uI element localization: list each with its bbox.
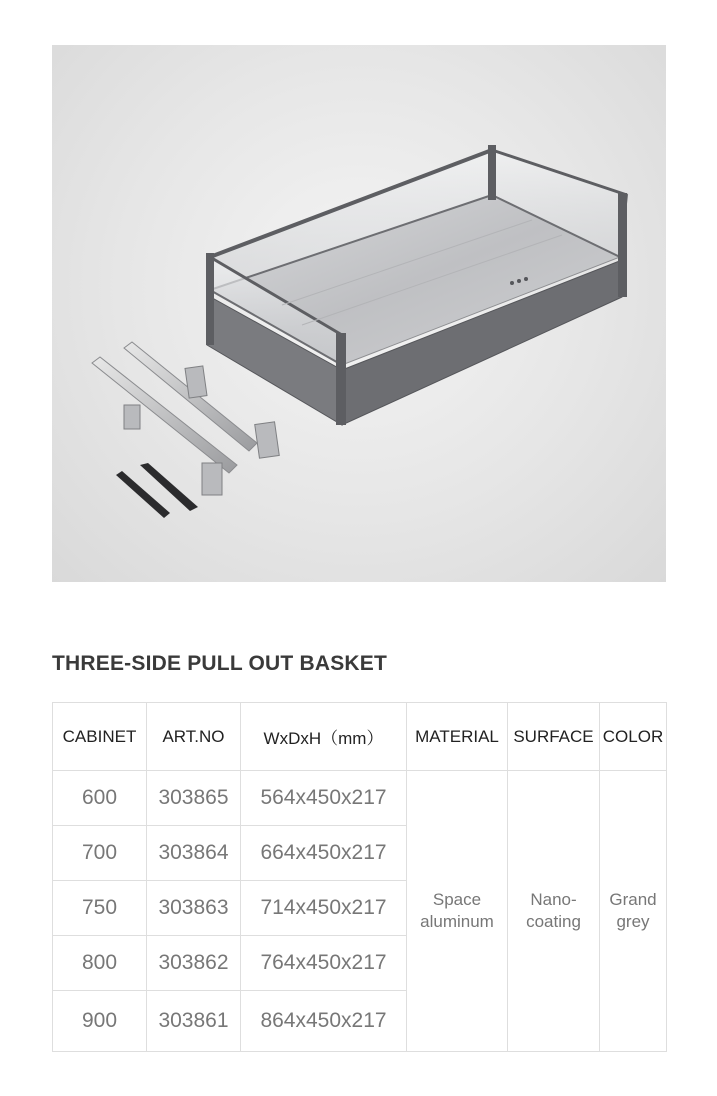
cell-art-no: 303863 <box>147 881 241 936</box>
cell-dimensions: 564x450x217 <box>241 771 407 826</box>
header-surface: SURFACE <box>508 703 600 771</box>
surface-line-1: Nano- <box>530 890 577 909</box>
table-row <box>53 771 667 826</box>
basket <box>206 145 627 425</box>
cell-cabinet: 800 <box>53 936 147 991</box>
trim-strips <box>116 463 198 518</box>
cell-art-no: 303862 <box>147 936 241 991</box>
cell-cabinet: 900 <box>53 991 147 1052</box>
color-line-2: grey <box>616 912 650 931</box>
cell-cabinet: 750 <box>53 881 147 936</box>
cell-dimensions: 864x450x217 <box>241 991 407 1052</box>
surface-line-2: coating <box>526 912 581 931</box>
cell-art-no: 303865 <box>147 771 241 826</box>
cell-surface <box>508 771 600 1052</box>
cell-art-no: 303861 <box>147 991 241 1052</box>
material-line-1: Space <box>432 890 482 909</box>
cell-color <box>600 771 667 1052</box>
product-photo <box>52 45 666 582</box>
header-color: COLOR <box>600 703 667 771</box>
cell-dimensions: 714x450x217 <box>241 881 407 936</box>
header-material: MATERIAL <box>407 703 508 771</box>
table-header-row <box>53 703 667 771</box>
spec-table <box>52 702 667 1052</box>
cell-art-no: 303864 <box>147 826 241 881</box>
basket-illustration <box>52 45 666 582</box>
color-line-1: Grand <box>609 890 657 909</box>
material-line-2: aluminum <box>420 912 494 931</box>
cell-dimensions: 764x450x217 <box>241 936 407 991</box>
cell-cabinet: 600 <box>53 771 147 826</box>
header-art-no: ART.NO <box>147 703 241 771</box>
cell-material <box>407 771 508 1052</box>
cell-dimensions: 664x450x217 <box>241 826 407 881</box>
header-dimensions: WxDxH（mm） <box>241 703 407 771</box>
header-cabinet: CABINET <box>53 703 147 771</box>
product-title: THREE-SIDE PULL OUT BASKET <box>52 652 387 675</box>
cell-cabinet: 700 <box>53 826 147 881</box>
